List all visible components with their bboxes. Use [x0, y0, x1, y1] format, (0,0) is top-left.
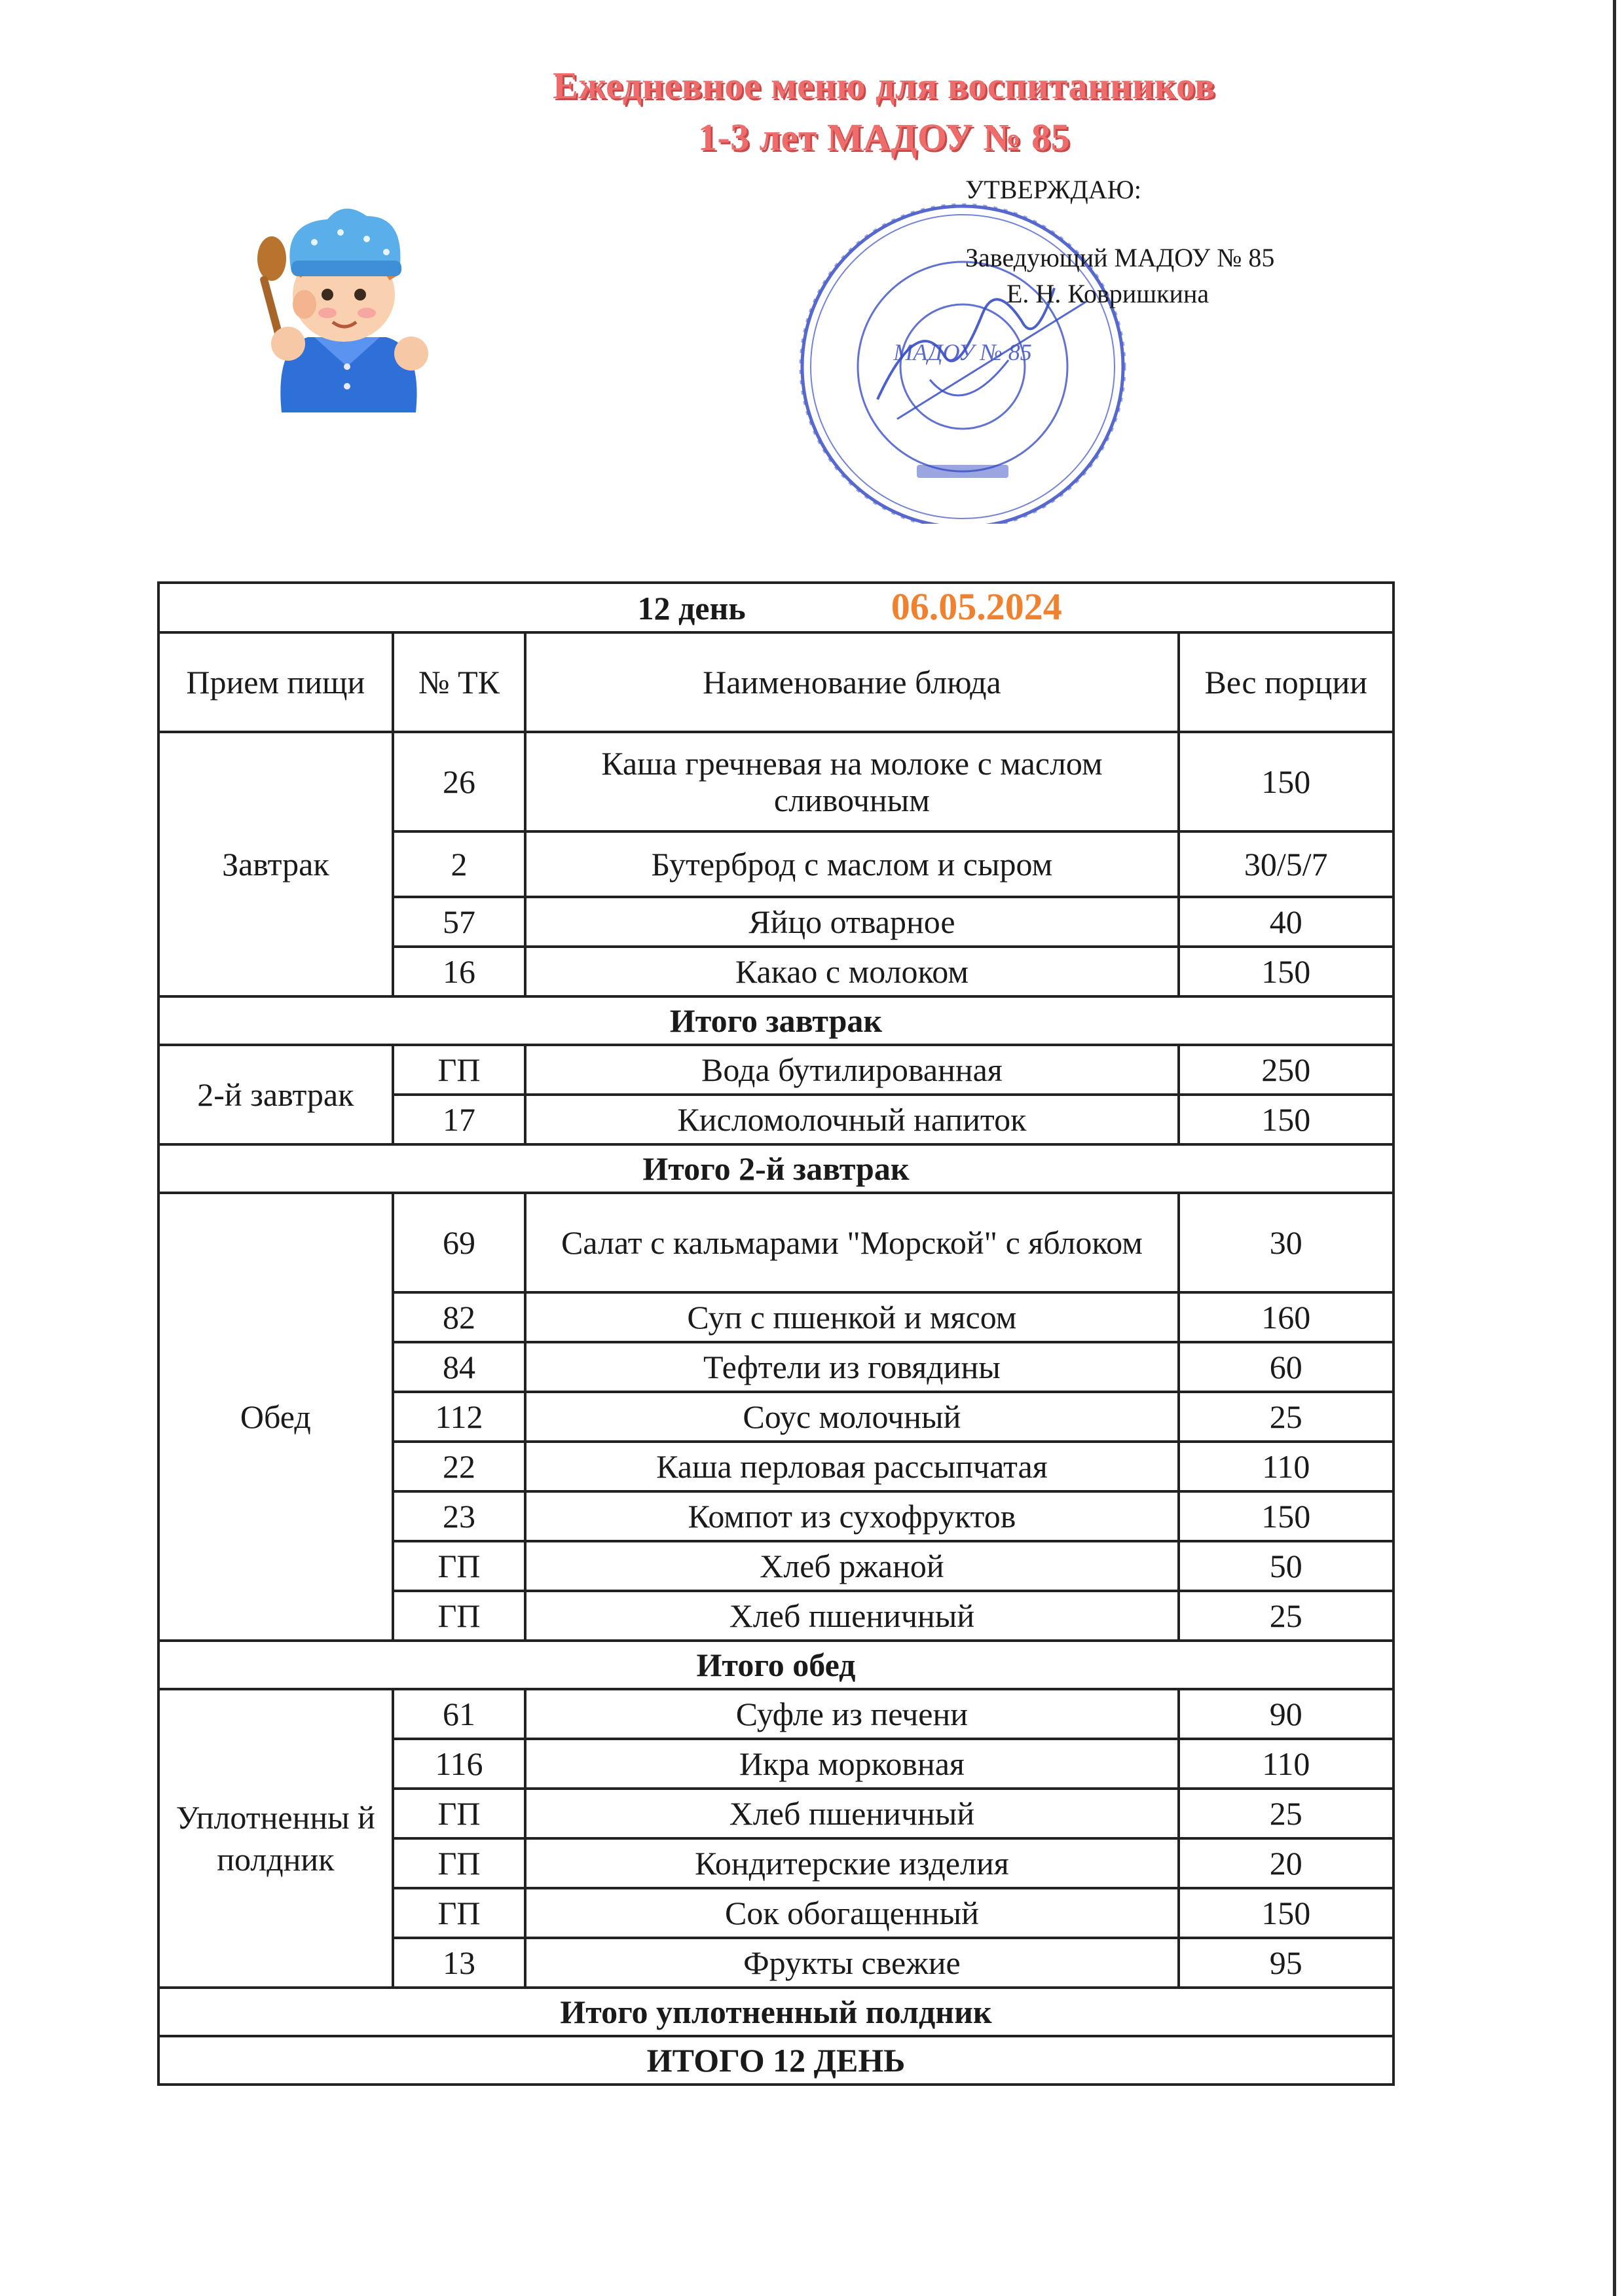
tk-cell: ГП: [393, 1789, 526, 1838]
dish-cell: Салат с кальмарами "Морской" с яблоком: [525, 1193, 1178, 1292]
menu-table: [157, 581, 1395, 2086]
dish-cell: Хлеб ржаной: [525, 1541, 1178, 1591]
approval-label: УТВЕРЖДАЮ:: [965, 175, 1141, 204]
total-row: [158, 1144, 1393, 1193]
weight-cell: 60: [1179, 1342, 1393, 1392]
weight-cell: 25: [1179, 1591, 1393, 1641]
page-title-line2: 1-3 лет МАДОУ № 85: [697, 116, 1071, 158]
weight-cell: 150: [1179, 1888, 1393, 1938]
tk-cell: 13: [393, 1938, 526, 1988]
tk-cell: 82: [393, 1292, 526, 1342]
page-title-line1: Ежедневное меню для воспитанников: [553, 64, 1215, 107]
dish-cell: Бутерброд с маслом и сыром: [525, 831, 1178, 897]
weight-cell: 150: [1179, 1095, 1393, 1144]
stamp-center-text: МАДОУ № 85: [893, 339, 1032, 365]
weight-cell: 50: [1179, 1541, 1393, 1591]
weight-cell: 160: [1179, 1292, 1393, 1342]
tk-cell: 23: [393, 1491, 526, 1541]
tk-cell: 61: [393, 1689, 526, 1739]
weight-cell: 110: [1179, 1739, 1393, 1789]
dish-cell: Каша перловая рассыпчатая: [525, 1442, 1178, 1491]
dish-cell: Тефтели из говядины: [525, 1342, 1178, 1392]
weight-cell: 150: [1179, 1491, 1393, 1541]
tk-cell: 17: [393, 1095, 526, 1144]
weight-cell: 110: [1179, 1442, 1393, 1491]
table-row: [158, 1045, 1393, 1095]
weight-cell: 250: [1179, 1045, 1393, 1095]
dish-cell: Соус молочный: [525, 1392, 1178, 1442]
meal-lunch: Обед: [158, 1193, 393, 1641]
chef-mascot-icon: [236, 196, 445, 419]
dish-cell: Кондитерские изделия: [525, 1838, 1178, 1888]
weight-cell: 20: [1179, 1838, 1393, 1888]
meal-second-breakfast: 2-й завтрак: [158, 1045, 393, 1144]
weight-cell: 40: [1179, 897, 1393, 947]
table-row: [158, 732, 1393, 831]
grand-total-row: [158, 2036, 1393, 2085]
official-stamp: [747, 183, 1139, 524]
dish-cell: Кисломолочный напиток: [525, 1095, 1178, 1144]
total-row: [158, 1641, 1393, 1689]
total-second-breakfast: Итого 2-й завтрак: [158, 1144, 1393, 1193]
weight-cell: 25: [1179, 1392, 1393, 1442]
column-header-row: [158, 632, 1393, 732]
weight-cell: 25: [1179, 1789, 1393, 1838]
tk-cell: 84: [393, 1342, 526, 1392]
total-breakfast: Итого завтрак: [158, 996, 1393, 1045]
dish-cell: Каша гречневая на молоке с маслом сливочным: [525, 732, 1178, 831]
approval-name: Е. Н. Ковришкина: [1006, 279, 1209, 308]
tk-cell: 57: [393, 897, 526, 947]
total-lunch: Итого обед: [158, 1641, 1393, 1689]
weight-cell: 150: [1179, 947, 1393, 996]
meal-breakfast: Завтрак: [158, 732, 393, 996]
weight-cell: 30: [1179, 1193, 1393, 1292]
table-row: [158, 1689, 1393, 1739]
total-row: [158, 1988, 1393, 2036]
tk-cell: ГП: [393, 1591, 526, 1641]
weight-cell: 30/5/7: [1179, 831, 1393, 897]
day-header-row: [158, 583, 1393, 632]
tk-cell: 2: [393, 831, 526, 897]
dish-cell: Хлеб пшеничный: [525, 1591, 1178, 1641]
page-edge-line: [1613, 0, 1616, 2296]
total-row: [158, 996, 1393, 1045]
dish-cell: Яйцо отварное: [525, 897, 1178, 947]
col-header-dish: Наименование блюда: [525, 632, 1178, 732]
dish-cell: Икра морковная: [525, 1739, 1178, 1789]
tk-cell: 112: [393, 1392, 526, 1442]
tk-cell: ГП: [393, 1541, 526, 1591]
table-row: [158, 1193, 1393, 1292]
dish-cell: Суп с пшенкой и мясом: [525, 1292, 1178, 1342]
grand-total: ИТОГО 12 ДЕНЬ: [158, 2036, 1393, 2085]
dish-cell: Фрукты свежие: [525, 1938, 1178, 1988]
tk-cell: 26: [393, 732, 526, 831]
weight-cell: 150: [1179, 732, 1393, 831]
tk-cell: 116: [393, 1739, 526, 1789]
dish-cell: Компот из сухофруктов: [525, 1491, 1178, 1541]
approval-position: Заведующий МАДОУ № 85: [965, 243, 1275, 272]
tk-cell: 16: [393, 947, 526, 996]
tk-cell: ГП: [393, 1888, 526, 1938]
dish-cell: Какао с молоком: [525, 947, 1178, 996]
total-snack: Итого уплотненный полдник: [158, 1988, 1393, 2036]
dish-cell: Хлеб пшеничный: [525, 1789, 1178, 1838]
col-header-weight: Вес порции: [1179, 632, 1393, 732]
tk-cell: 22: [393, 1442, 526, 1491]
meal-snack: Уплотненны й полдник: [158, 1689, 393, 1988]
col-header-tk: № ТК: [393, 632, 526, 732]
menu-date: 06.05.2024: [891, 585, 1062, 628]
weight-cell: 90: [1179, 1689, 1393, 1739]
tk-cell: ГП: [393, 1838, 526, 1888]
tk-cell: ГП: [393, 1045, 526, 1095]
day-label: 12 день: [637, 590, 746, 627]
tk-cell: 69: [393, 1193, 526, 1292]
dish-cell: Суфле из печени: [525, 1689, 1178, 1739]
dish-cell: Вода бутилированная: [525, 1045, 1178, 1095]
dish-cell: Сок обогащенный: [525, 1888, 1178, 1938]
col-header-meal: Прием пищи: [158, 632, 393, 732]
weight-cell: 95: [1179, 1938, 1393, 1988]
